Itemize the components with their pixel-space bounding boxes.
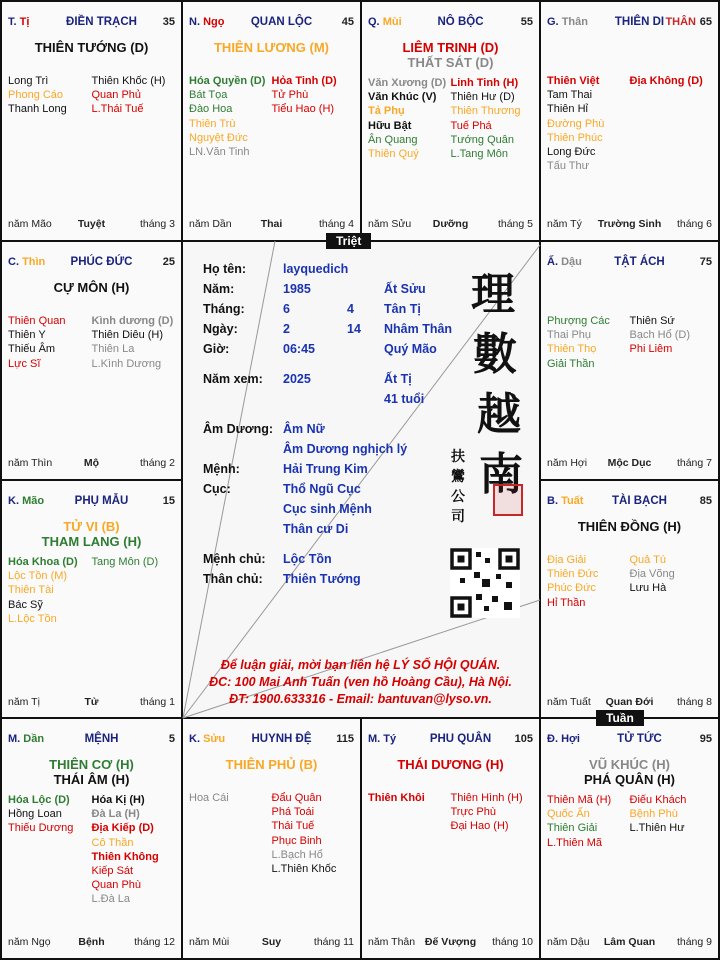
- minor-star: Hóa Quyền (D): [189, 75, 266, 87]
- minor-star: Thiên La: [91, 343, 135, 356]
- earthly-branch: Mùi: [382, 16, 402, 28]
- earthly-branch: Dần: [23, 733, 45, 745]
- palace-name: TẬT ÁCH: [614, 256, 665, 268]
- minor-star: Lưu Hà: [629, 582, 667, 595]
- minor-star: Bệnh Phù: [629, 808, 678, 821]
- minor-star: Linh Tinh (H): [450, 77, 519, 89]
- am-duong-note: Âm Dương nghịch lý: [283, 442, 408, 456]
- year-label: năm Thìn: [8, 457, 53, 469]
- year-label: năm Sửu: [368, 218, 412, 230]
- year-label: Năm:: [203, 282, 235, 296]
- am-duong-value: Âm Nữ: [283, 422, 325, 436]
- contact-line-1: Để luận giải, mời bạn liên hệ LÝ SỐ HỘI QUÁN.: [220, 658, 501, 672]
- minor-star: Thiên Hình (H): [450, 792, 523, 804]
- minor-star: Thiên Trù: [189, 117, 236, 130]
- minor-star: Thiên Tài: [8, 584, 54, 597]
- year-label: năm Mùi: [189, 936, 230, 948]
- main-star: LIÊM TRINH (D): [402, 40, 499, 55]
- menh-value: Hải Trung Kim: [283, 462, 368, 476]
- life-stage: Đế Vượng: [424, 936, 477, 948]
- month-label: tháng 9: [676, 936, 712, 948]
- minor-star: Thiên Khốc (H): [91, 75, 166, 87]
- heavenly-stem: Đ.: [547, 733, 558, 745]
- life-stage: Tuyệt: [77, 218, 106, 230]
- minor-star: Hóa Khoa (D): [8, 556, 78, 568]
- minor-star: Ân Quang: [368, 133, 418, 146]
- minor-star: Phá Toái: [271, 806, 315, 819]
- minor-star: Thiên Đức: [547, 568, 599, 581]
- dai-han-number: 35: [162, 16, 175, 28]
- main-star: THẤT SÁT (D): [407, 55, 494, 70]
- heavenly-stem: N.: [189, 16, 200, 28]
- small-char-3: 公: [451, 489, 465, 505]
- year-label: năm Dần: [189, 218, 232, 230]
- minor-star: Thiên Khôi: [368, 792, 425, 804]
- qr-code[interactable]: [450, 548, 520, 618]
- heavenly-stem: Q.: [368, 16, 380, 28]
- dai-han-number: 25: [162, 256, 175, 268]
- minor-star: Giải Thần: [547, 357, 595, 370]
- year-canchi: Ất Sửu: [384, 282, 426, 296]
- minor-star: Thiên Thương: [450, 105, 521, 118]
- menh-chu-label: Mệnh chủ:: [203, 552, 266, 566]
- tuan-label: Tuần: [596, 710, 644, 726]
- minor-star: Tang Môn (D): [91, 556, 159, 568]
- life-stage: Lâm Quan: [603, 936, 656, 948]
- palace-name: TÀI BẠCH: [612, 495, 667, 507]
- minor-star: Bát Tọa: [189, 89, 228, 102]
- palace-name: THIÊN DI: [614, 16, 665, 28]
- palace-name: ĐIỀN TRẠCH: [66, 16, 137, 28]
- life-stage: Quan Đới: [605, 696, 654, 708]
- year-label: năm Dậu: [547, 936, 590, 948]
- minor-star: Lực Sĩ: [8, 357, 41, 370]
- minor-star: Kình dương (D): [91, 315, 174, 327]
- minor-star: Quan Phủ: [91, 89, 142, 102]
- minor-star: L.Kình Dương: [91, 357, 162, 370]
- month-value: 6: [283, 302, 290, 316]
- minor-star: Long Đức: [547, 146, 596, 159]
- month-label: tháng 6: [676, 218, 712, 230]
- earthly-branch: Hợi: [561, 733, 580, 745]
- cuc-note: Cục sinh Mệnh: [283, 502, 372, 516]
- palace-name: MỆNH: [84, 733, 119, 745]
- life-stage: Thai: [260, 218, 283, 230]
- hour-label: Giờ:: [203, 342, 230, 356]
- dai-han-number: 115: [336, 733, 354, 745]
- minor-star: Đẩu Quân: [271, 792, 322, 804]
- month-canchi: Tân Tị: [384, 302, 421, 316]
- minor-star: Đà La (H): [91, 808, 140, 821]
- minor-star: Thái Tuế: [271, 820, 315, 833]
- minor-star: Bác Sỹ: [8, 598, 43, 611]
- main-star: VŨ KHÚC (H): [589, 757, 670, 772]
- month-label: tháng 2: [139, 457, 175, 469]
- year-label: năm Tý: [547, 218, 582, 230]
- minor-star: Tuế Phá: [450, 119, 492, 132]
- main-star: THIÊN PHỦ (B): [225, 757, 318, 772]
- seal-char-3: 越: [477, 389, 521, 440]
- minor-star: Quốc Ấn: [547, 808, 590, 821]
- life-stage: Mộ: [83, 457, 100, 469]
- minor-star: Bạch Hổ (D): [629, 329, 691, 342]
- month-label: Tháng:: [203, 302, 245, 316]
- heavenly-stem: C.: [8, 256, 19, 268]
- minor-star: Nguyệt Đức: [189, 131, 248, 144]
- dai-han-number: 65: [699, 16, 712, 28]
- day-lunar: 14: [347, 322, 361, 336]
- dai-han-number: 75: [699, 256, 712, 268]
- month-label: tháng 10: [492, 936, 533, 948]
- contact-line-3: ĐT: 1900.633316 - Email: bantuvan@lyso.vn.: [229, 692, 492, 706]
- earthly-branch: Tuất: [561, 495, 584, 507]
- seal-char-4: 南: [479, 449, 523, 500]
- minor-star: Phong Cáo: [8, 89, 64, 102]
- minor-star: Thiên Mã (H): [547, 794, 612, 806]
- palace-name: PHỤ MẪU: [74, 495, 129, 507]
- main-star: THIÊN LƯƠNG (M): [213, 40, 330, 55]
- dai-han-number: 55: [520, 16, 533, 28]
- minor-star: LN.Văn Tinh: [189, 146, 250, 159]
- minor-star: Thiên Sứ: [629, 315, 675, 327]
- year-value: 1985: [283, 282, 311, 296]
- minor-star: Thiên Việt: [547, 75, 600, 87]
- minor-star: Phúc Đức: [547, 582, 596, 595]
- minor-star: Thiên Quan: [8, 315, 66, 327]
- minor-star: Thanh Long: [8, 103, 67, 116]
- minor-star: Thai Phụ: [547, 329, 592, 342]
- month-label: tháng 3: [139, 218, 175, 230]
- minor-star: L.Lộc Tồn: [8, 612, 57, 625]
- minor-star: Hồng Loan: [8, 808, 62, 821]
- minor-star: Quan Phù: [91, 879, 142, 892]
- life-stage: Mộc Dục: [607, 457, 652, 469]
- minor-star: Hỉ Thần: [547, 596, 586, 609]
- heavenly-stem: M.: [8, 733, 21, 745]
- heavenly-stem: T.: [8, 16, 17, 28]
- minor-star: Thiên Hỉ: [547, 103, 588, 116]
- earthly-branch: Tị: [19, 16, 30, 28]
- minor-star: Thiên Giải: [547, 822, 598, 835]
- small-char-4: 司: [451, 509, 465, 525]
- minor-star: Hữu Bật: [368, 119, 412, 132]
- year-label: năm Tuất: [547, 696, 591, 708]
- hour-value: 06:45: [283, 342, 315, 356]
- palace-name: NÔ BỘC: [437, 16, 484, 28]
- minor-star: Thiên Quý: [368, 148, 419, 161]
- heavenly-stem: B.: [547, 495, 558, 507]
- main-star: CỰ MÔN (H): [53, 280, 130, 295]
- day-canchi: Nhâm Thân: [384, 322, 453, 336]
- hour-canchi: Quý Mão: [384, 342, 437, 356]
- minor-star: Thiên Phúc: [547, 131, 603, 144]
- main-star: THÁI ÂM (H): [53, 772, 130, 787]
- minor-star: Điếu Khách: [629, 794, 687, 806]
- heavenly-stem: Ấ.: [547, 256, 558, 268]
- minor-star: Đại Hao (H): [450, 820, 509, 833]
- minor-star: Tiểu Hao (H): [271, 103, 335, 116]
- small-char-1: 扶: [451, 449, 465, 465]
- minor-star: Thiên Diêu (H): [91, 329, 164, 342]
- dai-han-number: 15: [162, 495, 175, 507]
- dai-han-number: 85: [699, 495, 712, 507]
- minor-star: Trực Phù: [450, 806, 496, 819]
- seal-char-2: 數: [473, 329, 517, 380]
- minor-star: Địa Không (D): [629, 75, 703, 87]
- minor-star: Thiên Không: [91, 850, 159, 863]
- than-chu-value: Thiên Tướng: [283, 572, 361, 586]
- earthly-branch: Ngọ: [203, 16, 225, 28]
- minor-star: Tấu Thư: [547, 160, 590, 173]
- main-star: THÁI DƯƠNG (H): [397, 757, 504, 772]
- minor-star: Tướng Quân: [450, 133, 514, 146]
- month-label: tháng 8: [676, 696, 712, 708]
- heavenly-stem: M.: [368, 733, 381, 745]
- age-value: 41 tuổi: [384, 392, 425, 406]
- minor-star: Hóa Lộc (D): [8, 794, 70, 806]
- cuc-value: Thổ Ngũ Cục: [283, 482, 361, 496]
- minor-star: Địa Giải: [547, 554, 587, 566]
- main-star: THIÊN ĐỒNG (H): [577, 519, 682, 534]
- minor-star: Thiên Hư (D): [450, 91, 515, 104]
- minor-star: Thiếu Âm: [8, 343, 56, 356]
- earthly-branch: Thân: [561, 16, 588, 28]
- name-label: Họ tên:: [203, 262, 247, 276]
- minor-star: Kiếp Sát: [91, 865, 134, 878]
- minor-star: Hỏa Tinh (D): [271, 75, 337, 87]
- minor-star: Cô Thần: [91, 836, 134, 849]
- minor-star: Thiên Y: [8, 329, 46, 342]
- dai-han-number: 5: [168, 733, 175, 745]
- month-label: tháng 7: [676, 457, 712, 469]
- view-year-value: 2025: [283, 372, 311, 386]
- than-cu-note: Thân cư Di: [283, 522, 349, 536]
- minor-star: Phi Liêm: [629, 343, 673, 356]
- view-year-label: Năm xem:: [203, 372, 263, 386]
- triet-label: Triệt: [326, 233, 371, 249]
- dai-han-number: 105: [514, 733, 533, 745]
- month-label: tháng 12: [134, 936, 175, 948]
- main-star: TỬ VI (B): [63, 519, 120, 534]
- minor-star: Tam Thai: [547, 89, 593, 102]
- minor-star: Long Trì: [8, 75, 49, 87]
- minor-star: Văn Khúc (V): [368, 91, 437, 104]
- life-stage: Bệnh: [78, 936, 105, 948]
- main-star: THIÊN CƠ (H): [49, 757, 134, 772]
- main-star: THIÊN TƯỚNG (D): [34, 40, 149, 55]
- year-label: năm Thân: [368, 936, 416, 948]
- month-label: tháng 5: [497, 218, 533, 230]
- minor-star: L.Thiên Hư: [629, 822, 685, 835]
- palace-name: PHU QUÂN: [429, 733, 492, 745]
- heavenly-stem: G.: [547, 16, 559, 28]
- minor-star: Địa Kiếp (D): [91, 822, 154, 835]
- minor-star: Thiếu Dương: [8, 822, 74, 835]
- earthly-branch: Tý: [383, 733, 397, 745]
- small-char-2: 鸞: [451, 469, 465, 485]
- menh-chu-value: Lộc Tồn: [283, 552, 332, 566]
- minor-star: Hóa Kị (H): [91, 794, 145, 806]
- name-value: layquedich: [283, 262, 349, 276]
- than-chu-label: Thân chủ:: [203, 572, 263, 586]
- palace-name: PHÚC ĐỨC: [70, 256, 133, 268]
- earthly-branch: Sửu: [203, 733, 226, 745]
- minor-star: Đường Phù: [547, 117, 605, 130]
- earthly-branch: Thìn: [22, 256, 46, 268]
- than-marker: THÂN: [665, 16, 696, 28]
- year-label: năm Ngọ: [8, 936, 51, 948]
- heavenly-stem: K.: [189, 733, 200, 745]
- view-year-canchi: Ất Tị: [384, 372, 412, 386]
- cuc-label: Cục:: [203, 482, 231, 496]
- palace-name: TỬ TỨC: [617, 733, 662, 745]
- month-lunar: 4: [347, 302, 354, 316]
- minor-star: Lộc Tồn (M): [8, 570, 68, 583]
- minor-star: Quả Tú: [629, 554, 666, 566]
- minor-star: L.Thái Tuế: [91, 103, 144, 116]
- day-value: 2: [283, 322, 290, 336]
- main-star: THAM LANG (H): [41, 534, 142, 549]
- minor-star: Đào Hoa: [189, 103, 233, 116]
- minor-star: Địa Võng: [629, 568, 675, 581]
- minor-star: L.Tang Môn: [450, 148, 508, 161]
- minor-star: L.Thiên Khốc: [271, 863, 337, 876]
- main-star: PHÁ QUÂN (H): [584, 772, 675, 787]
- year-label: năm Mão: [8, 218, 52, 230]
- life-stage: Trường Sinh: [597, 218, 662, 230]
- minor-star: Tả Phụ: [368, 105, 405, 118]
- day-label: Ngày:: [203, 322, 238, 336]
- am-duong-label: Âm Dương:: [203, 422, 274, 436]
- minor-star: Văn Xương (D): [368, 77, 447, 89]
- minor-star: L.Bạch Hổ: [271, 848, 323, 861]
- seal-char-1: 理: [471, 269, 515, 320]
- palace-name: QUAN LỘC: [250, 16, 313, 28]
- year-label: năm Tị: [8, 696, 40, 708]
- life-stage: Tử: [84, 696, 99, 708]
- life-stage: Suy: [261, 936, 282, 948]
- dai-han-number: 95: [699, 733, 712, 745]
- heavenly-stem: K.: [8, 495, 19, 507]
- menh-label: Mệnh:: [203, 462, 240, 476]
- month-label: tháng 1: [139, 696, 175, 708]
- minor-star: Phục Binh: [271, 834, 322, 847]
- minor-star: Phượng Các: [547, 315, 610, 327]
- minor-star: L.Đà La: [91, 893, 131, 906]
- earthly-branch: Dậu: [561, 256, 582, 268]
- month-label: tháng 4: [318, 218, 354, 230]
- minor-star: Tử Phù: [271, 89, 309, 102]
- center-panel: [181, 240, 540, 719]
- contact-line-2: ĐC: 100 Mai Anh Tuấn (ven hồ Hoàng Cầu), Hà Nội.: [209, 675, 512, 689]
- minor-star: Hoa Cái: [189, 792, 229, 804]
- red-seal-stamp: [493, 484, 523, 516]
- palace-name: HUYNH ĐỆ: [251, 733, 312, 745]
- month-label: tháng 11: [313, 936, 354, 948]
- dai-han-number: 45: [341, 16, 354, 28]
- minor-star: L.Thiên Mã: [547, 836, 603, 849]
- minor-star: Thiên Thọ: [547, 343, 597, 356]
- earthly-branch: Mão: [22, 495, 45, 507]
- year-label: năm Hợi: [547, 457, 588, 469]
- life-stage: Dưỡng: [432, 218, 469, 230]
